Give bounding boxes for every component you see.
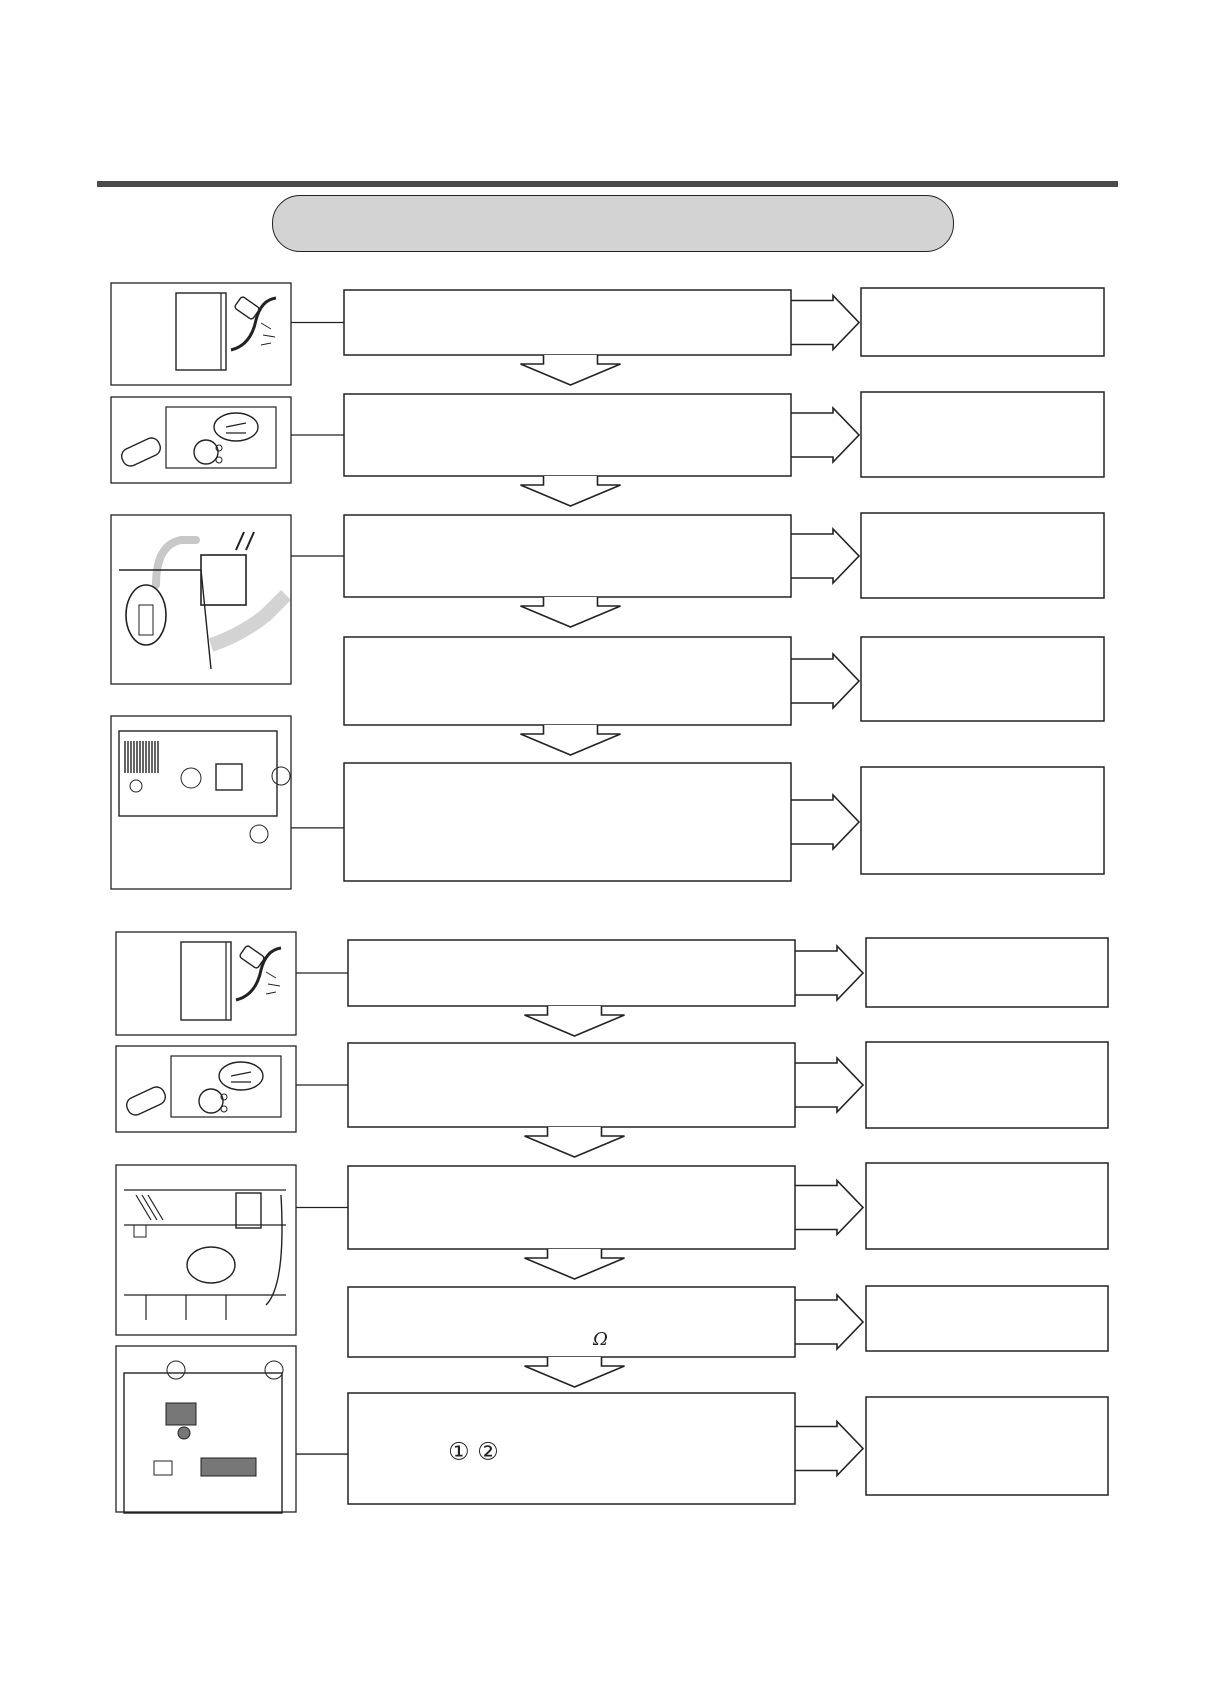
display-chip-shape xyxy=(201,1458,256,1476)
lower-row-4-result-box xyxy=(866,1286,1108,1351)
power-plug-illustration xyxy=(111,283,291,385)
upper-row-1-step-box xyxy=(344,290,791,355)
upper-row-2-yes-arrow xyxy=(791,408,859,462)
lower-row-1-next-arrow xyxy=(525,1006,625,1036)
upper-row-3-next-arrow xyxy=(521,597,621,627)
step-markers: ① ② xyxy=(448,1437,499,1466)
illustration-frame xyxy=(116,1346,296,1512)
upper-row-1-result-box xyxy=(861,288,1104,356)
lower-row-1-yes-arrow xyxy=(795,946,863,1000)
upper-row-1-yes-arrow xyxy=(791,296,859,350)
upper-row-4-result-box xyxy=(861,637,1104,721)
lower-row-2-yes-arrow xyxy=(795,1058,863,1112)
upper-row-2-step-box xyxy=(344,394,791,476)
lower-row-3-result-box xyxy=(866,1163,1108,1249)
water-valve-illustration xyxy=(111,515,291,684)
illustration-frame xyxy=(111,397,291,483)
upper-row-3-step-box xyxy=(344,515,791,597)
lower-row-1-result-box xyxy=(866,938,1108,1007)
lower-row-1-step-box xyxy=(348,940,795,1006)
upper-row-5-result-box xyxy=(861,767,1104,874)
lower-row-5-step-box xyxy=(348,1393,795,1504)
lower-row-2-step-box xyxy=(348,1043,795,1127)
upper-row-3-yes-arrow xyxy=(791,529,859,583)
upper-row-2-next-arrow xyxy=(521,476,621,506)
illustration-frame xyxy=(116,1046,296,1132)
lower-row-3-step-box xyxy=(348,1166,795,1249)
connector-harness-illustration xyxy=(116,1165,296,1335)
pcb-board-lower-illustration xyxy=(116,1346,296,1513)
lower-row-4-next-arrow xyxy=(525,1357,625,1387)
power-plug-illustration xyxy=(116,932,296,1035)
water-tap-filter-illustration xyxy=(116,1046,296,1132)
lower-row-5-result-box xyxy=(866,1397,1108,1495)
upper-row-4-step-box xyxy=(344,637,791,725)
pcb-board-illustration xyxy=(111,716,291,889)
upper-row-5-yes-arrow xyxy=(791,795,859,849)
upper-row-4-yes-arrow xyxy=(791,654,859,708)
lower-row-4-yes-arrow xyxy=(795,1295,863,1349)
mcu-chip-shape xyxy=(166,1403,196,1425)
sensor-dot xyxy=(178,1427,190,1439)
lower-row-3-next-arrow xyxy=(525,1249,625,1279)
upper-row-3-result-box xyxy=(861,513,1104,598)
illustration-frame xyxy=(111,716,291,889)
lower-row-5-yes-arrow xyxy=(795,1422,863,1476)
lower-row-3-yes-arrow xyxy=(795,1181,863,1235)
upper-row-5-step-box xyxy=(344,763,791,881)
upper-row-1-next-arrow xyxy=(521,355,621,385)
lower-row-2-next-arrow xyxy=(525,1127,625,1157)
water-tap-filter-illustration xyxy=(111,397,291,483)
upper-row-2-result-box xyxy=(861,392,1104,477)
ohm-symbol: Ω xyxy=(593,1329,608,1350)
upper-row-4-next-arrow xyxy=(521,725,621,755)
lower-row-2-result-box xyxy=(866,1042,1108,1128)
lower-row-4-step-box xyxy=(348,1287,795,1357)
